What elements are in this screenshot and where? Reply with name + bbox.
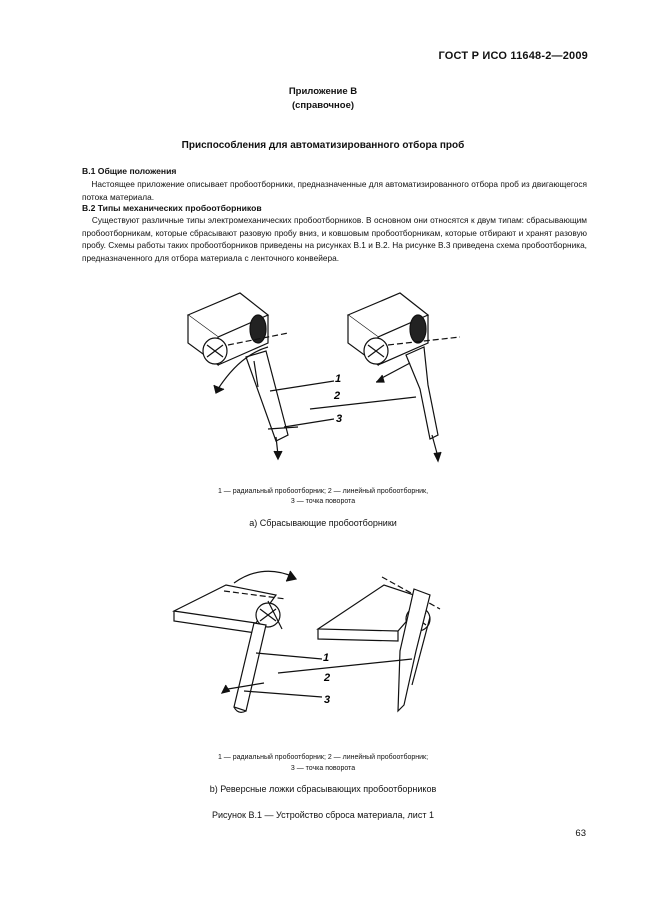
section-text-b1-body: Настоящее приложение описывает пробоотборники, предназначенные для автоматизированного отбора проб из двигающегося потока материала. xyxy=(82,179,587,202)
appendix-subtitle: (справочное) xyxy=(291,100,355,111)
section-text-b2-body: Существуют различные типы электромеханических пробоотборников. В основном они относятся к двум типам: сбрасывающим пробоотборникам, которые сбрасывают разовую пробу вниз, и ковшовым пробоотборникам, которые отбирают и хранят разовую пробу. Схемы работы таких пробоотборников приведены на рисунках В.1 и В.2. На рисунке В.3 приведена схема пробоотборника, предназначенного для отбора материала с ленточного конвейера. xyxy=(82,215,587,263)
figure-a-label-3: 3 xyxy=(336,413,343,425)
section-text-b2 xyxy=(82,214,587,264)
figure-b-drawing xyxy=(168,555,468,740)
section-heading-b2: В.2 Типы механических пробоотборников xyxy=(82,203,262,213)
figure-a-legend-line2: 3 — точка поворота xyxy=(290,498,356,505)
page-number: 63 xyxy=(575,828,586,839)
figure-b-caption: b) Реверсные ложки сбрасывающих пробоотборников xyxy=(209,784,437,794)
figure-a-legend-line1: 1 — радиальный пробоотборник; 2 — линейный пробоотборник, xyxy=(217,488,429,495)
figure-a-label-2: 2 xyxy=(334,390,341,402)
standard-header: ГОСТ Р ИСО 11648-2—2009 xyxy=(438,50,588,62)
figure-b-label-2: 2 xyxy=(324,672,331,684)
section-text-b1 xyxy=(82,178,587,203)
main-title: Приспособления для автоматизированного отбора проб xyxy=(181,140,465,151)
figure-a-drawing xyxy=(170,285,480,470)
figure-a-caption: а) Сбрасывающие пробоотборники xyxy=(249,518,397,528)
appendix-title: Приложение В xyxy=(288,86,358,97)
figure-b-legend-line2: 3 — точка поворота xyxy=(290,765,356,772)
figure-b-label-3: 3 xyxy=(324,694,331,706)
figure-b-legend-line1: 1 — радиальный пробоотборник; 2 — линейный пробоотборник; xyxy=(217,754,429,761)
section-heading-b1: В.1 Общие положения xyxy=(82,166,177,176)
figure-b-label-1: 1 xyxy=(323,652,330,664)
figure-caption: Рисунок В.1 — Устройство сброса материала, лист 1 xyxy=(212,810,434,820)
figure-a-label-1: 1 xyxy=(335,373,342,385)
